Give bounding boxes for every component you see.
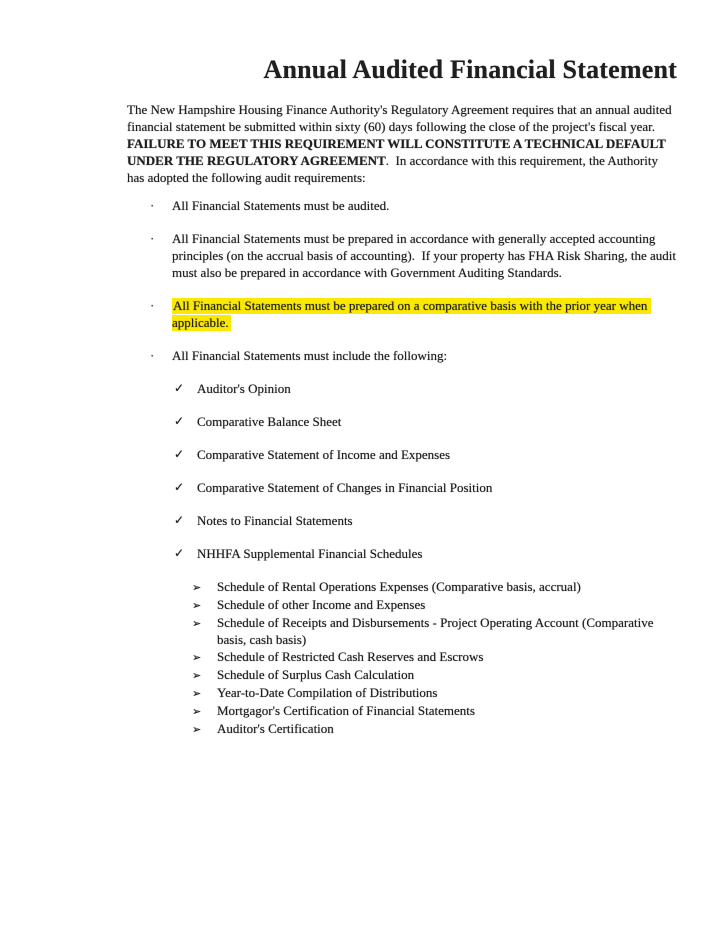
schedule-item xyxy=(127,684,677,702)
included-item-text: Notes to Financial Statements xyxy=(197,513,353,528)
included-item xyxy=(127,446,677,463)
highlighted-text: All Financial Statements must be prepared on a comparative basis with the prior year when applicable. xyxy=(172,298,651,330)
included-item-text: Comparative Statement of Income and Expenses xyxy=(197,447,451,462)
schedule-item xyxy=(127,666,677,684)
included-item-text: NHHFA Supplemental Financial Schedules xyxy=(197,546,423,561)
included-item xyxy=(127,545,677,562)
arrow-icon: ➢ xyxy=(192,687,202,700)
bullet-icon: · xyxy=(150,298,155,313)
schedule-item xyxy=(127,648,677,666)
intro-paragraph xyxy=(127,101,677,186)
requirement-item xyxy=(127,347,677,364)
schedule-item-text: Mortgagor's Certification of Financial Statements xyxy=(217,703,475,718)
schedule-item-text: Schedule of Restricted Cash Reserves and Escrows xyxy=(217,649,484,664)
check-icon: ✓ xyxy=(174,480,185,494)
intro-bold-warning: FAILURE TO MEET THIS REQUIREMENT WILL CONSTITUTE A TECHNICAL DEFAULT UNDER THE REGULATORY AGREEMENT xyxy=(127,136,669,168)
check-icon: ✓ xyxy=(174,546,185,560)
schedules-list xyxy=(127,578,677,738)
check-icon: ✓ xyxy=(174,381,185,395)
requirement-text: All Financial Statements must be audited. xyxy=(172,198,390,213)
arrow-icon: ➢ xyxy=(192,651,202,664)
requirements-list xyxy=(127,197,680,364)
arrow-icon: ➢ xyxy=(192,599,202,612)
schedule-item xyxy=(127,614,677,648)
schedule-item xyxy=(127,596,677,614)
arrow-icon: ➢ xyxy=(192,705,202,718)
check-icon: ✓ xyxy=(174,447,185,461)
included-item xyxy=(127,413,677,430)
requirement-text: All Financial Statements must be prepared in accordance with generally accepted accounting principles (on the accrual basis of accounting). If your property has FHA Risk Sharing, the audit must also be prepared in accordance with Government Auditing Standards. xyxy=(172,231,680,280)
check-icon: ✓ xyxy=(174,513,185,527)
document-content xyxy=(0,54,720,738)
schedule-item-text: Schedule of other Income and Expenses xyxy=(217,597,426,612)
included-item-text: Comparative Balance Sheet xyxy=(197,414,342,429)
requirement-item-highlighted xyxy=(127,297,677,331)
intro-text: The New Hampshire Housing Finance Authority's Regulatory Agreement requires that an annual audited financial statement be submitted within sixty (60) days following the close of the project's fiscal year. xyxy=(127,102,675,134)
document-title: Annual Audited Financial Statement xyxy=(263,55,677,84)
schedule-item-text: Year-to-Date Compilation of Distributions xyxy=(217,685,438,700)
schedule-item-text: Schedule of Receipts and Disbursements - Project Operating Account (Comparative basis, cash basis) xyxy=(217,615,657,647)
included-item xyxy=(127,380,677,397)
included-item xyxy=(127,479,677,496)
schedule-item xyxy=(127,702,677,720)
arrow-icon: ➢ xyxy=(192,669,202,682)
requirement-text xyxy=(172,297,677,331)
requirement-text: All Financial Statements must include the following: xyxy=(172,348,448,363)
included-items-list xyxy=(127,380,677,562)
bullet-icon: · xyxy=(150,231,155,246)
schedule-item xyxy=(127,720,677,738)
bullet-icon: · xyxy=(150,348,155,363)
schedule-item-text: Auditor's Certification xyxy=(217,721,334,736)
included-item-text: Auditor's Opinion xyxy=(197,381,291,396)
schedule-item xyxy=(127,578,677,596)
schedule-item-text: Schedule of Rental Operations Expenses (Comparative basis, accrual) xyxy=(217,579,581,594)
arrow-icon: ➢ xyxy=(192,581,202,594)
requirement-item xyxy=(127,197,677,214)
arrow-icon: ➢ xyxy=(192,617,202,630)
requirement-item xyxy=(127,230,680,281)
arrow-icon: ➢ xyxy=(192,723,202,736)
intro-text-after: . In accordance with this requirement, the Authority has adopted the following audit requirements: xyxy=(127,153,662,185)
included-item xyxy=(127,512,677,529)
bullet-icon: · xyxy=(150,198,155,213)
check-icon: ✓ xyxy=(174,414,185,428)
schedule-item-text: Schedule of Surplus Cash Calculation xyxy=(217,667,415,682)
included-item-text: Comparative Statement of Changes in Financial Position xyxy=(197,480,493,495)
